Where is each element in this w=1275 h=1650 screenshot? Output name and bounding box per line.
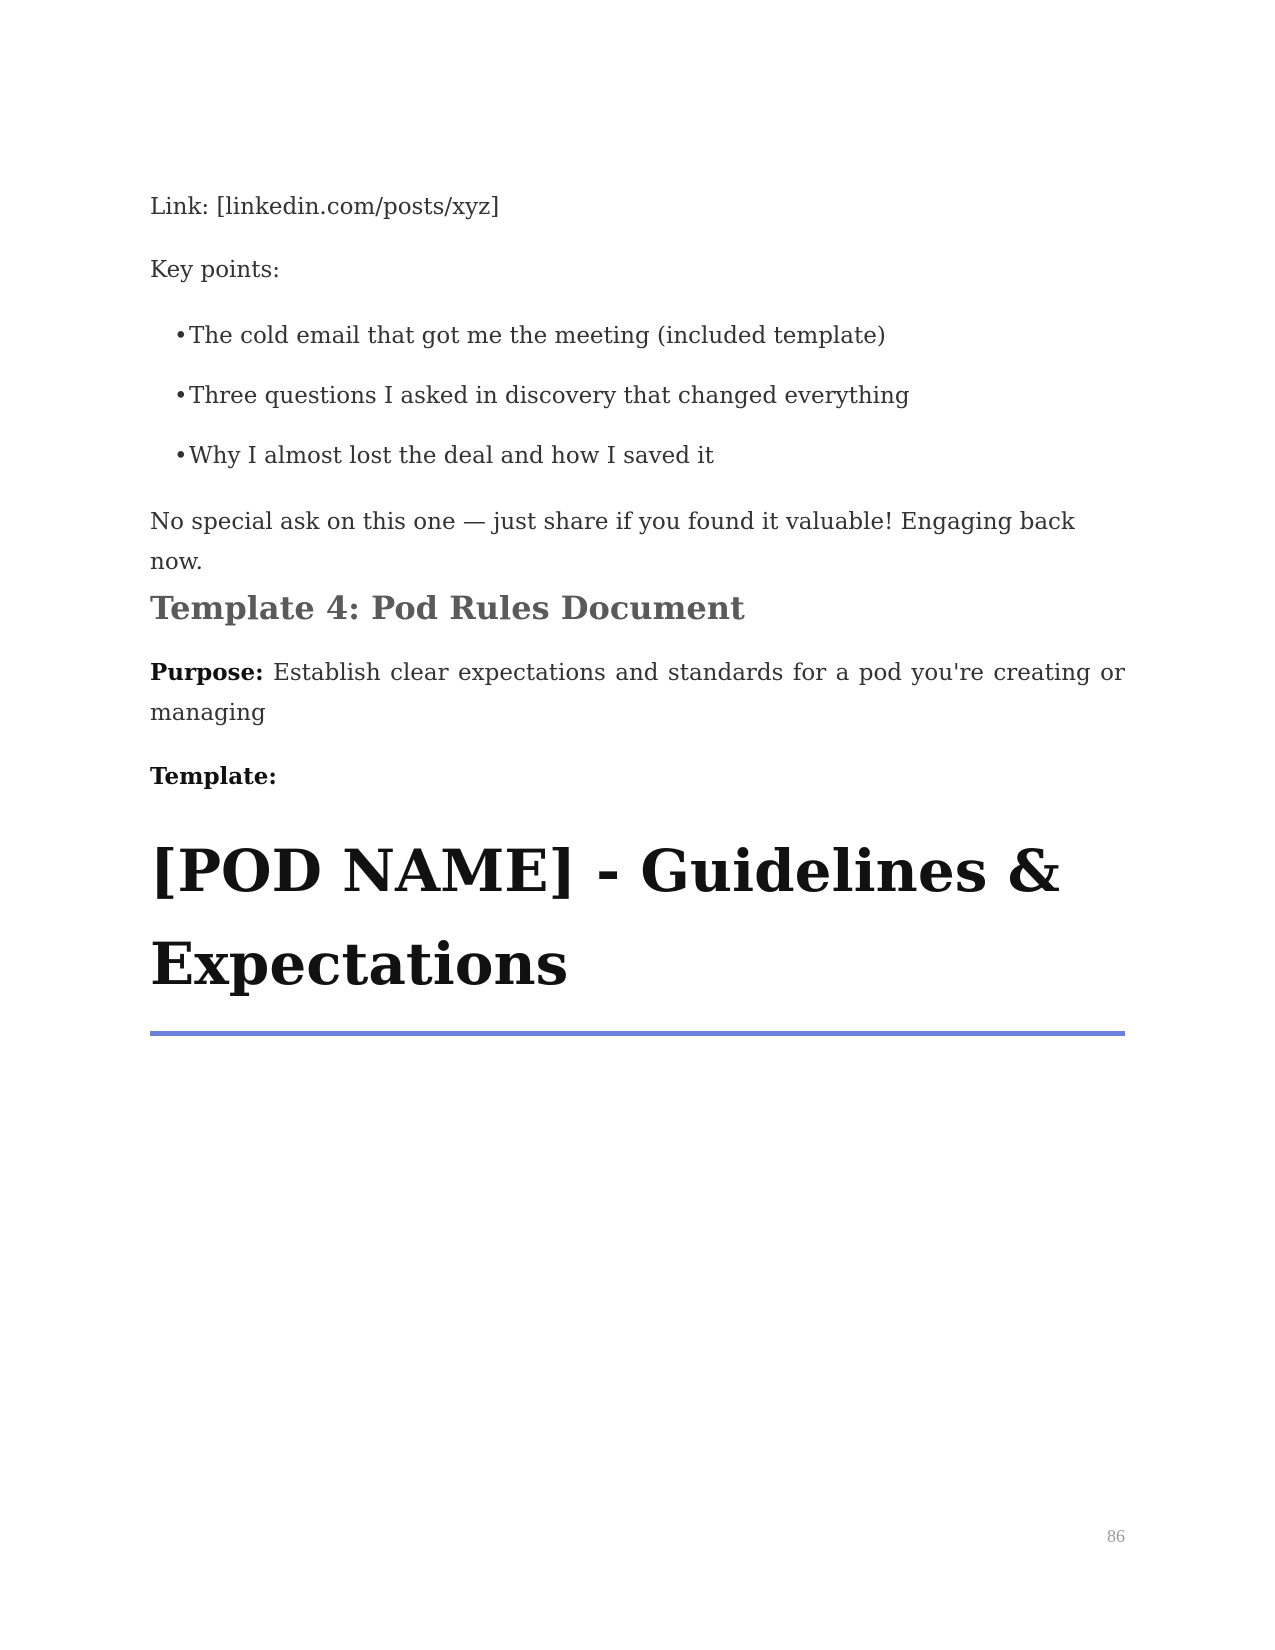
key-points-label: Key points:	[150, 257, 281, 283]
purpose-label: Purpose:	[150, 659, 264, 686]
document-title: [POD NAME] - Guidelines & Expectations	[150, 837, 1060, 998]
template-label-paragraph	[150, 757, 1125, 797]
purpose-text: Establish clear expectations and standards for a pod you're creating or managing	[150, 660, 1126, 726]
list-item	[174, 316, 886, 356]
list-item-text: The cold email that got me the meeting (included template)	[189, 323, 886, 349]
bullet-icon: •	[174, 323, 188, 349]
closing-line: No special ask on this one — just share if you found it valuable! Engaging back now.	[150, 509, 1075, 575]
bullet-icon: •	[174, 443, 188, 469]
list-item-text: Why I almost lost the deal and how I saved it	[189, 443, 714, 469]
purpose-paragraph	[150, 653, 1125, 733]
template-label: Template:	[150, 763, 277, 790]
link-line: Link: [linkedin.com/posts/xyz]	[150, 194, 500, 220]
title-divider	[150, 1031, 1125, 1036]
page-number: 86	[1107, 1526, 1125, 1546]
section-heading: Template 4: Pod Rules Document	[150, 589, 745, 627]
document-page	[150, 0, 1125, 1650]
list-item-text: Three questions I asked in discovery that changed everything	[189, 383, 910, 409]
list-item	[174, 436, 714, 476]
list-item	[174, 376, 910, 416]
bullet-icon: •	[174, 383, 188, 409]
